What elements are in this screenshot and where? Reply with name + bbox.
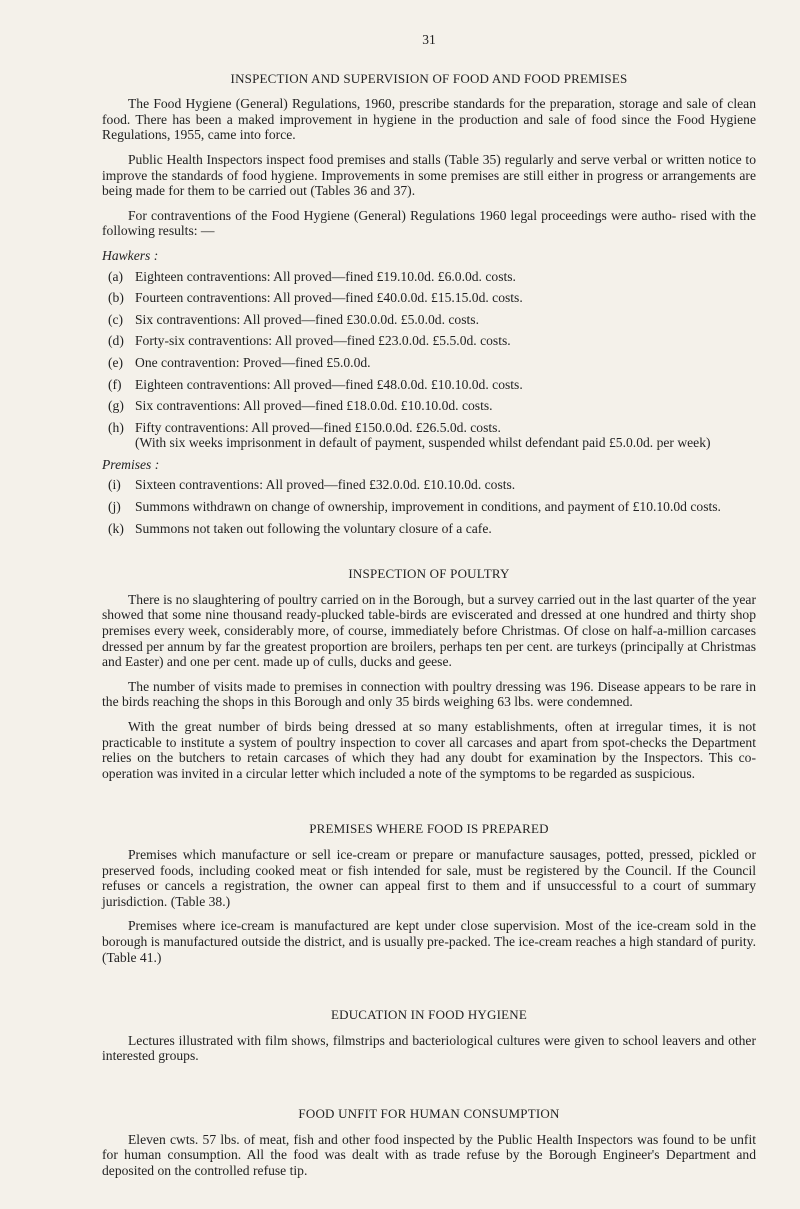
paragraph: Eleven cwts. 57 lbs. of meat, fish and other food inspected by the Public Health Inspectors was found to be unfit for human consumption. All the food was dealt with as trade refuse by the Borough Engineer's Department and deposited on the controlled refuse tip. (102, 1131, 756, 1178)
paragraph: The Food Hygiene (General) Regulations, 1960, prescribe standards for the preparation, storage and sale of clean food. There has been a maked improvement in hygiene in the production and sale of food since the Food Hygiene Regulations, 1955, came into force. (102, 96, 756, 143)
list-item-label: (k) (108, 520, 124, 536)
premises-label: Premises : (102, 456, 160, 472)
paragraph: Premises which manufacture or sell ice-cream or prepare or manufacture sausages, potted, pressed, pickled or preserved foods, including cooked meat or fish intended for sale, must be registered by the Council. If the Council refuses or cancels a registration, the owner can appeal first to them and if unsuccessful to a court of summary jurisdiction. (Table 38.) (102, 846, 756, 909)
list-item-label: (h) (108, 419, 124, 435)
list-item-label: (a) (108, 268, 124, 284)
list-item-label: (i) (108, 477, 121, 493)
list-item (102, 333, 756, 349)
page-number: 31 (422, 32, 436, 47)
section-food-unfit (102, 1106, 756, 1178)
list-item (102, 398, 756, 414)
paragraph: For contraventions of the Food Hygiene (General) Regulations 1960 legal proceedings were autho- rised with the following results: — (102, 207, 756, 239)
section-heading: EDUCATION IN FOOD HYGIENE (330, 1007, 527, 1023)
section-inspection-poultry (102, 566, 756, 781)
list-item-note: (With six weeks imprisonment in default of payment, suspended whilst defendant paid £5.0.0d. per week) (135, 435, 711, 451)
section-heading: FOOD UNFIT FOR HUMAN CONSUMPTION (298, 1105, 560, 1121)
list-item-label: (b) (108, 290, 124, 306)
list-item (102, 420, 756, 451)
section-heading: INSPECTION AND SUPERVISION OF FOOD AND FOOD PREMISES (230, 70, 628, 86)
paragraph: With the great number of birds being dressed at so many establishments, often at irregular times, it is not practicable to institute a system of poultry inspection to cover all carcases and apart from spot-checks the Department relies on the butchers to retain carcases of which they had any doubt for examination by the Inspectors. This co-operation was invited in a circular letter which included a note of the symptoms to be regarded as suspicious. (102, 719, 756, 781)
list-item (102, 355, 756, 371)
list-item-text: Six contraventions: All proved—fined £18.0.0d. £10.10.0d. costs. (135, 398, 493, 414)
list-item-text: Forty-six contraventions: All proved—fined £23.0.0d. £5.5.0d. costs. (135, 333, 511, 349)
paragraph: The number of visits made to premises in connection with poultry dressing was 196. Disease appears to be rare in the birds reaching the shops in this Borough and only 35 birds weighing 63 lbs. were condemned. (102, 678, 756, 710)
section-heading: PREMISES WHERE FOOD IS PREPARED (309, 821, 549, 837)
list-item-text: Eighteen contraventions: All proved—fined £48.0.0d. £10.10.0d. costs. (135, 376, 523, 392)
list-item-label: (j) (108, 499, 121, 515)
paragraph: Public Health Inspectors inspect food premises and stalls (Table 35) regularly and serve verbal or written notice to improve the standards of food hygiene. Improvements in some premises are still either in progress or arrangements are being made for them to be carried out (Tables 36 and 37). (102, 151, 756, 199)
section-education-food-hygiene (102, 1007, 756, 1064)
list-item-text: Fifty contraventions: All proved—fined £150.0.0d. £26.5.0d. costs. (135, 419, 501, 435)
section-heading: INSPECTION OF POULTRY (348, 566, 510, 582)
paragraph: There is no slaughtering of poultry carried on in the Borough, but a survey carried out in the last quarter of the year showed that some nine thousand ready-plucked table-birds are eviscerated and dressed at one hundred and thirty shop premises every week, considerably more, of course, immediately before Christmas. Of close on half-a-million carcases dressed per annum by far the greatest proportion are broilers, perhaps ten per cent. are turkeys (principally at Christmas and Easter) and one per cent. made up of culls, ducks and geese. (102, 591, 756, 670)
list-item (102, 269, 756, 285)
hawkers-label: Hawkers : (102, 247, 159, 263)
list-item-label: (f) (108, 376, 122, 392)
section-premises-food-prepared (102, 821, 756, 965)
list-item (102, 377, 756, 393)
list-item-text: Eighteen contraventions: All proved—fined £19.10.0d. £6.0.0d. costs. (135, 268, 516, 284)
list-item-text: Summons withdrawn on change of ownership, improvement in conditions, and payment of £10.10.0d costs. (135, 499, 721, 515)
list-item-text: Sixteen contraventions: All proved—fined £32.0.0d. £10.10.0d. costs. (135, 477, 516, 493)
list-item (102, 521, 756, 537)
paragraph: Premises where ice-cream is manufactured are kept under close supervision. Most of the ice-cream sold in the borough is manufactured outside the district, and is usually pre-packed. The ice-cream reaches a high standard of purity. (Table 41.) (102, 918, 756, 965)
section-inspection-supervision (102, 71, 756, 537)
list-item-text: One contravention: Proved—fined £5.0.0d. (135, 354, 371, 370)
list-item (102, 477, 756, 493)
paragraph: Lectures illustrated with film shows, filmstrips and bacteriological cultures were given to school leavers and other interested groups. (102, 1032, 756, 1064)
list-item-text: Fourteen contraventions: All proved—fined £40.0.0d. £15.15.0d. costs. (135, 290, 523, 306)
list-item (102, 499, 756, 515)
list-item-label: (e) (108, 354, 124, 370)
list-item (102, 312, 756, 328)
list-item-text: Summons not taken out following the voluntary closure of a cafe. (135, 520, 492, 536)
list-item-text: Six contraventions: All proved—fined £30.0.0d. £5.0.0d. costs. (135, 311, 479, 327)
list-item (102, 290, 756, 306)
list-item-label: (d) (108, 333, 124, 349)
list-item-label: (g) (108, 398, 124, 414)
list-item-label: (c) (108, 311, 124, 327)
